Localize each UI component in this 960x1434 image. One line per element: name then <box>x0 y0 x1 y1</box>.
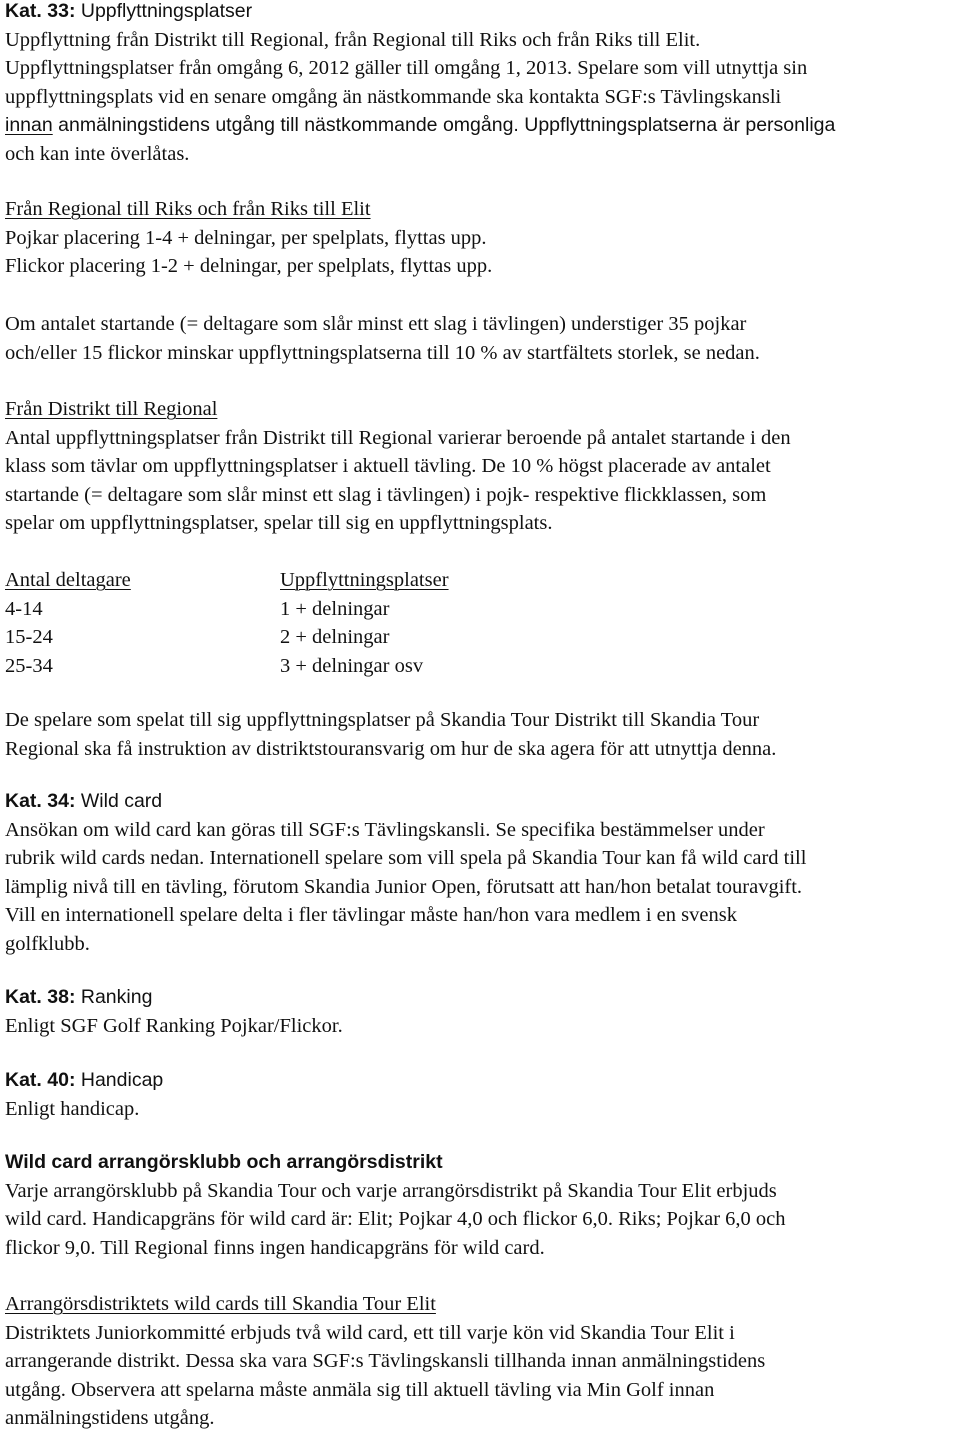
skandia-paragraph <box>5 706 953 763</box>
antal-startande-paragraph <box>5 310 953 367</box>
wildcard-arr-line-1: Varje arrangörsklubb på Skandia Tour och varje arrangörsdistrikt på Skandia Tour Elit erbjuds <box>5 1179 777 1202</box>
arr-distrikt-title: Arrangörsdistriktets wild cards till Skandia Tour Elit <box>5 1293 436 1315</box>
uppflyttning-table <box>5 566 953 680</box>
table-cell-antal: 4-14 <box>5 597 43 620</box>
table-row <box>5 595 953 624</box>
kat34-line-2: rubrik wild cards nedan. Internationell spelare som vill spela på Skandia Tour kan få wild card till <box>5 847 807 869</box>
table-cell-antal: 25-34 <box>5 654 53 677</box>
arr-distrikt-line-4: anmälningstidens utgång. <box>5 1407 215 1429</box>
kat40-heading-title: Handicap <box>75 1069 164 1091</box>
innan-underlined: innan <box>5 114 53 136</box>
regional-riks-section <box>5 195 953 281</box>
wildcard-arr-heading: Wild card arrangörsklubb och arrangörsdistrikt <box>5 1151 443 1173</box>
distrikt-line-4: spelar om uppflyttningsplatser, spelar till sig en uppflyttningsplats. <box>5 512 553 534</box>
kat38-heading <box>5 983 953 1012</box>
kat33-heading-title: Uppflyttningsplatser <box>75 0 253 22</box>
kat33-heading <box>5 0 953 26</box>
table-header-platser: Uppflyttningsplatser <box>280 569 449 591</box>
kat40-line-1: Enligt handicap. <box>5 1097 140 1120</box>
kat34-line-4: Vill en internationell spelare delta i fler tävlingar måste han/hon vara medlem i en svensk <box>5 904 737 926</box>
kat33-line-2: Uppflyttningsplatser från omgång 6, 2012 gäller till omgång 1, 2013. Spelare som vill utnyttja sin <box>5 57 808 79</box>
kat33-line-5: och kan inte överlåtas. <box>5 142 190 165</box>
arr-distrikt-line-3: utgång. Observera att spelarna måste anmäla sig till aktuell tävling via Min Golf innan <box>5 1378 715 1401</box>
wildcard-arr-section <box>5 1148 953 1262</box>
distrikt-line-2: klass som tävlar om uppflyttningsplatser i aktuell tävling. De 10 % högst placerade av antalet <box>5 455 771 477</box>
kat38-heading-title: Ranking <box>75 986 153 1008</box>
distrikt-regional-section <box>5 395 953 538</box>
kat34-heading-num: Kat. 34: <box>5 790 76 812</box>
arr-distrikt-section <box>5 1290 953 1433</box>
kat40-heading-num: Kat. 40: <box>5 1069 76 1091</box>
arr-distrikt-line-1: Distriktets Juniorkommitté erbjuds två wild card, ett till varje kön vid Skandia Tour Elit i <box>5 1321 735 1344</box>
kat38-heading-num: Kat. 38: <box>5 986 76 1008</box>
kat40-section <box>5 1066 953 1123</box>
table-row <box>5 623 953 652</box>
kat34-heading <box>5 787 953 816</box>
regional-riks-flickor: Flickor placering 1-2 + delningar, per spelplats, flyttas upp. <box>5 255 493 277</box>
kat34-line-1: Ansökan om wild card kan göras till SGF:s Tävlingskansli. Se specifika bestämmelser under <box>5 818 765 841</box>
kat33-line-4 <box>5 111 953 140</box>
antal-line-2: och/eller 15 flickor minskar uppflyttningsplatserna till 10 % av startfältets storlek, se nedan. <box>5 341 760 364</box>
kat33-heading-num: Kat. 33: <box>5 0 76 22</box>
kat40-heading <box>5 1066 953 1095</box>
wildcard-arr-line-2: wild card. Handicapgräns för wild card är: Elit; Pojkar 4,0 och flickor 6,0. Riks; Pojkar 6,0 och <box>5 1208 786 1230</box>
kat38-line-1: Enligt SGF Golf Ranking Pojkar/Flickor. <box>5 1014 343 1037</box>
antal-line-1: Om antalet startande (= deltagare som slår minst ett slag i tävlingen) understiger 35 pojkar <box>5 313 747 335</box>
table-row <box>5 652 953 681</box>
kat38-section <box>5 983 953 1040</box>
skandia-line-1: De spelare som spelat till sig uppflyttningsplatser på Skandia Tour Distrikt till Skandia Tour <box>5 709 760 731</box>
kat33-section <box>5 0 953 168</box>
kat34-line-3: lämplig nivå till en tävling, förutom Skandia Junior Open, förutsatt att han/hon betalat touravgift. <box>5 875 803 898</box>
arr-distrikt-line-2: arrangerande distrikt. Dessa ska vara SGF:s Tävlingskansli tillhanda innan anmälningstidens <box>5 1350 766 1372</box>
distrikt-line-3: startande (= deltagare som slår minst ett slag i tävlingen) i pojk- respektive flickklassen, som <box>5 483 767 506</box>
regional-riks-title: Från Regional till Riks och från Riks till Elit <box>5 198 371 220</box>
kat34-section <box>5 787 953 958</box>
table-cell-platser: 1 + delningar <box>280 597 390 620</box>
wildcard-arr-line-3: flickor 9,0. Till Regional finns ingen handicapgräns för wild card. <box>5 1236 545 1259</box>
kat34-line-5: golfklubb. <box>5 932 90 955</box>
table-header-antal: Antal deltagare <box>5 569 131 591</box>
distrikt-regional-title: Från Distrikt till Regional <box>5 398 218 420</box>
table-header-row <box>5 566 953 595</box>
distrikt-line-1: Antal uppflyttningsplatser från Distrikt till Regional varierar beroende på antalet startande i den <box>5 426 791 449</box>
kat33-line-4-rest: anmälningstidens utgång till nästkommande omgång. Uppflyttningsplatserna är personliga <box>52 114 836 136</box>
table-cell-platser: 2 + delningar <box>280 626 390 648</box>
kat33-line-3: uppflyttningsplats vid en senare omgång än nästkommande ska kontakta SGF:s Tävlingskansli <box>5 85 782 108</box>
kat34-heading-title: Wild card <box>75 790 163 812</box>
skandia-line-2: Regional ska få instruktion av distriktstouransvarig om hur de ska agera för att utnyttja denna. <box>5 737 777 760</box>
regional-riks-pojkar: Pojkar placering 1-4 + delningar, per spelplats, flyttas upp. <box>5 226 487 249</box>
table-cell-platser: 3 + delningar osv <box>280 654 424 677</box>
kat33-line-1: Uppflyttning från Distrikt till Regional, från Regional till Riks och från Riks till Elit. <box>5 28 701 51</box>
table-cell-antal: 15-24 <box>5 626 53 648</box>
